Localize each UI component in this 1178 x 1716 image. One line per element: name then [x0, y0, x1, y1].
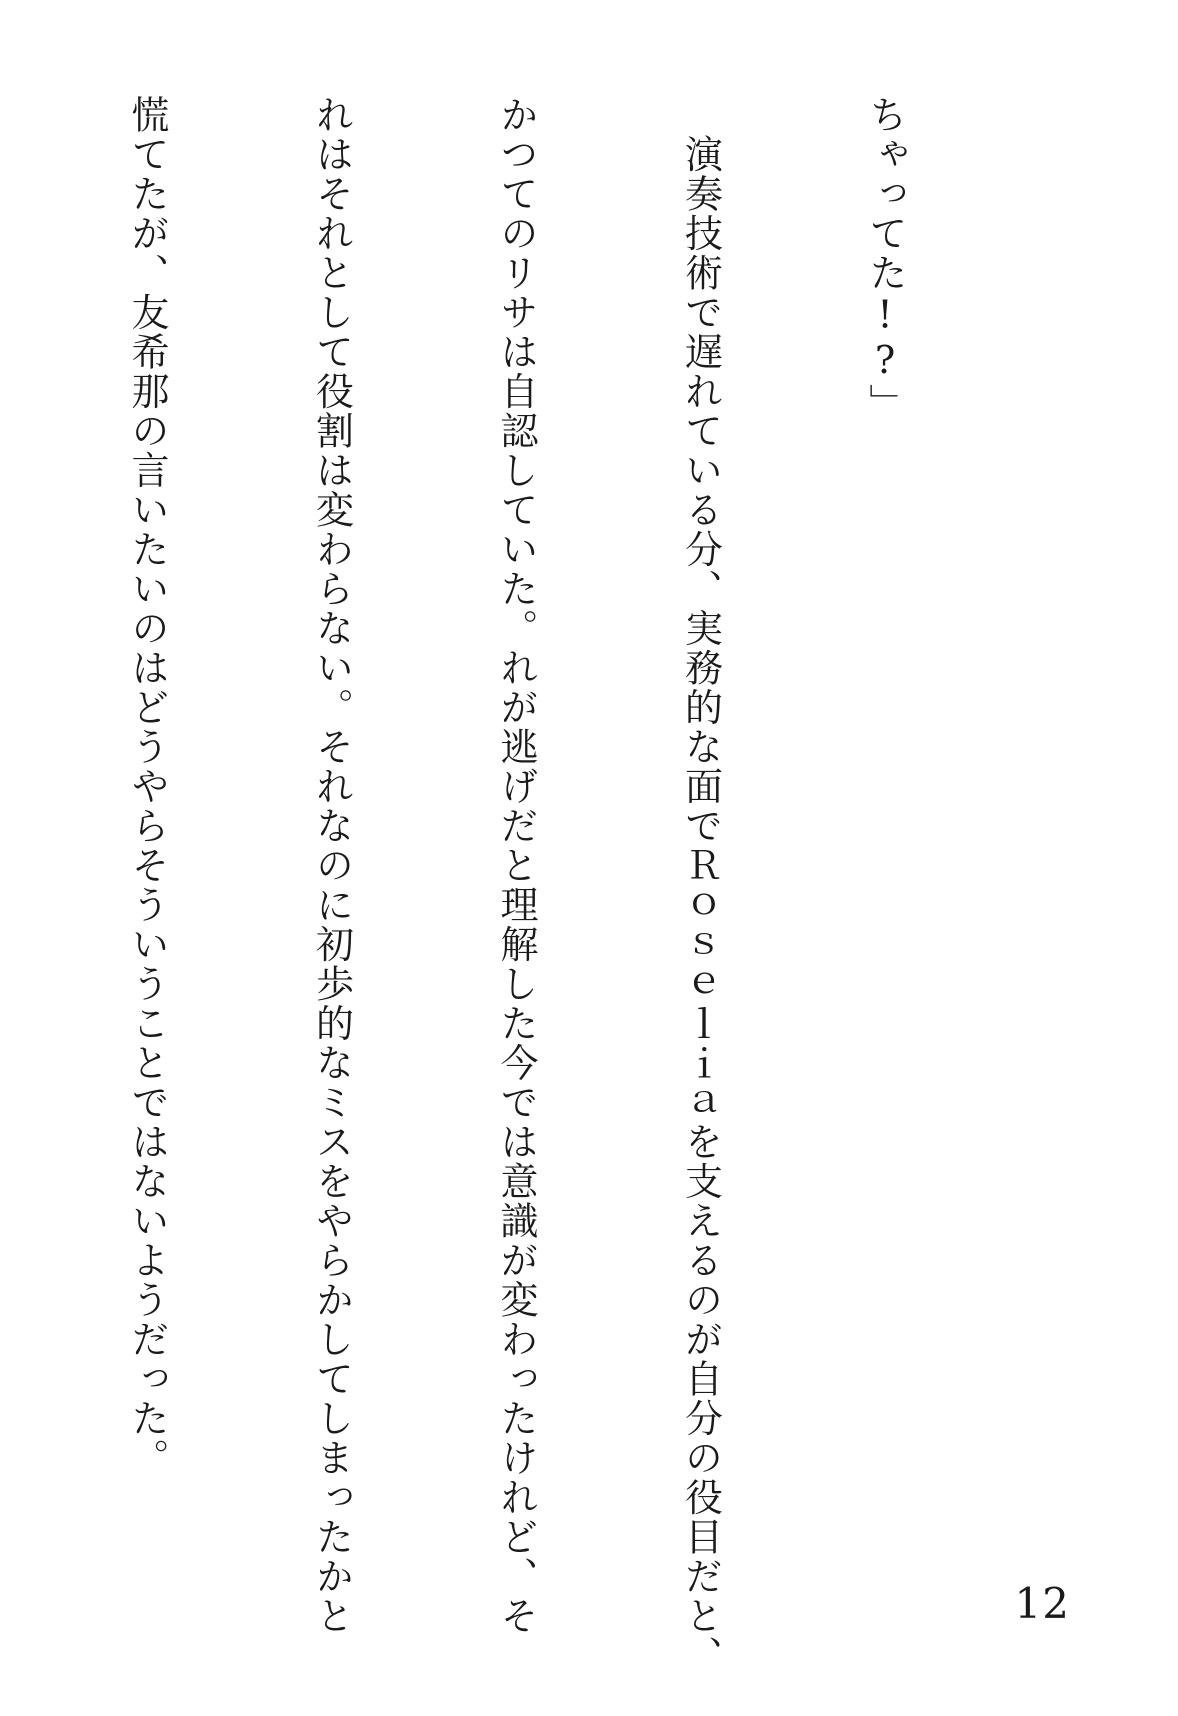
text-line: ちゃってた!?」	[863, 95, 907, 423]
text-line: れはそれとして役割は変わらない。それなのに初歩的なミスをやらかしてしまったかと	[309, 95, 354, 1636]
page-number: 12	[1014, 1579, 1070, 1628]
text-line: 演奏技術で遅れている分、実務的な面でＲｏｓｅｌｉａを支えるのが自分の役目だと、	[678, 95, 723, 1675]
vertical-text-body	[0, 95, 1038, 1675]
text-line: 慌てたが、友希那の言いたいのはどうやらそういうことではないようだった。	[125, 95, 169, 1478]
text-line: かつてのリサは自認していた。れが逃げだと理解した今では意識が変わったけれど、そ	[494, 95, 538, 1636]
